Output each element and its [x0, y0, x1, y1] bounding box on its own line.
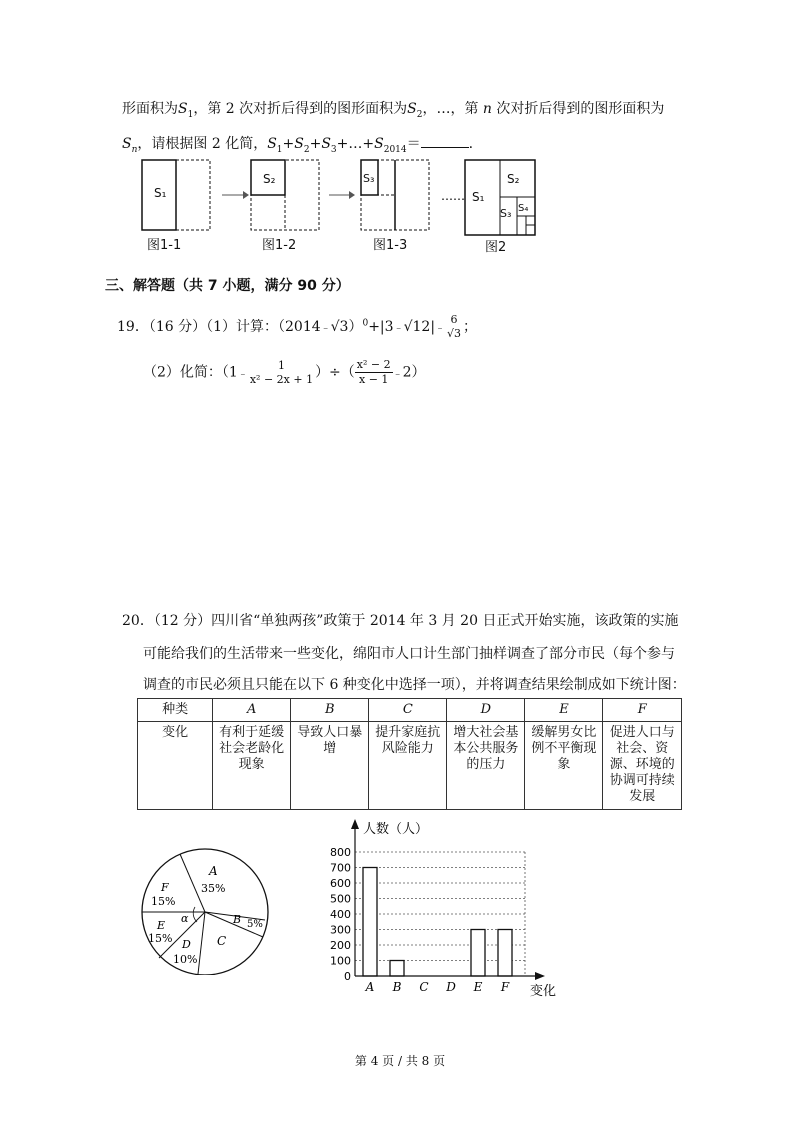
frac-num: x² − 2	[356, 358, 391, 371]
paren: 2）	[402, 364, 426, 381]
pie-pct-a: 35%	[201, 882, 226, 895]
s-var: S	[407, 101, 417, 117]
pie-label-c: C	[217, 934, 227, 948]
x-axis-label: 变化	[530, 984, 557, 999]
q20-line-1: 20．（12 分）四川省“单独两孩”政策于 2014 年 3 月 20 日正式开始实施，该政策的实施	[122, 613, 679, 629]
pie-label-e: E	[157, 919, 166, 932]
fig2-label-s1: S₁	[472, 190, 485, 204]
fig-label-s3: S₃	[363, 172, 375, 185]
minus: ﹣	[435, 323, 446, 334]
bar-chart	[315, 815, 575, 1000]
s-var: S	[122, 136, 132, 152]
paren: ）÷（	[315, 364, 355, 381]
table-cell: 增大社会基本公共服务的压力	[447, 722, 525, 810]
arrow-icon	[349, 191, 355, 199]
period: .	[468, 136, 474, 152]
table-cell: A	[213, 699, 291, 722]
frac-num: 1	[277, 358, 285, 372]
x-tick-label: D	[446, 980, 456, 994]
paren: ）	[348, 319, 363, 335]
bars	[363, 868, 512, 977]
y-axis-label: 人数（人）	[363, 822, 429, 837]
fig2-label-s2: S₂	[507, 172, 520, 186]
intro-line-1: 形面积为$S_1$，第 2 次对折后得到的图形面积为$S_2$，…，第 n 次对折后得到的图形面积为	[122, 101, 665, 120]
s-var: S	[178, 101, 188, 117]
q19-part2	[143, 358, 426, 387]
pie-pct-b: 5%	[247, 919, 263, 930]
pie-alpha: α	[181, 912, 189, 925]
question-number: 19．	[117, 319, 149, 335]
sqrt3: √3	[330, 319, 349, 335]
n-var: n	[482, 101, 492, 117]
frac-den: x² − 2x + 1	[249, 372, 314, 386]
section-title: 三、解答题（共 7 小题，满分 90 分）	[105, 278, 350, 294]
table-cell: E	[525, 699, 603, 722]
table-row	[138, 722, 682, 810]
answer-blank[interactable]	[421, 135, 469, 148]
table-cell: 种类	[138, 699, 213, 722]
q20-line-3: 调查的市民必须且只能在以下 6 种变化中选择一项），并将调查结果绘制成如下统计图：	[143, 677, 686, 693]
x-tick-label: B	[392, 980, 402, 994]
intro-text: ，…，第	[422, 101, 479, 117]
table-cell: 变化	[138, 722, 213, 810]
y-tick-label: 100	[330, 954, 351, 968]
x-axis-arrow-icon	[535, 972, 545, 980]
table-cell: B	[291, 699, 369, 722]
y-tick-label: 0	[344, 970, 351, 983]
x-tick-label: E	[473, 980, 483, 994]
frac-den: x − 1	[359, 373, 389, 386]
exponent: 0	[362, 318, 369, 329]
intro-text: 形面积为	[122, 101, 178, 117]
minus: ﹣	[392, 368, 403, 380]
y-tick-label: 400	[330, 908, 351, 921]
pie-divider	[198, 912, 205, 974]
x-tick-labels	[365, 980, 510, 994]
fig2-label-s4: S₄	[518, 203, 529, 214]
y-axis-arrow-icon	[351, 819, 359, 829]
intro-text: ，请根据图 2 化简，	[137, 136, 268, 152]
table-cell: C	[369, 699, 447, 722]
ellipsis: ……	[441, 189, 465, 203]
table-cell: D	[447, 699, 525, 722]
question-score: （16 分）	[148, 319, 207, 335]
equals-sign: ＝	[406, 136, 421, 152]
caption-fig1-2: 图1-2	[262, 238, 297, 253]
sqrt12: √12	[403, 319, 431, 335]
fraction	[355, 358, 393, 387]
y-tick-label: 700	[330, 861, 351, 875]
abs-part: +|3	[368, 319, 394, 335]
fraction	[248, 359, 315, 387]
fig1-1-dashed	[176, 160, 210, 230]
table-header-row	[138, 699, 682, 722]
table-cell: F	[603, 699, 682, 722]
part1-label: （1）计算：（2014	[206, 319, 321, 335]
intro-line-2: $S_n$，请根据图 2 化简，$S_1+S_2+S_3+\dots+S_{2014}=$ .	[122, 136, 474, 155]
abs-close: |	[430, 319, 436, 335]
y-tick-label: 800	[330, 846, 351, 859]
table-cell: 促进人口与社会、资源、环境的协调可持续发展	[603, 722, 682, 810]
caption-fig2: 图2	[485, 240, 507, 255]
y-tick-label: 200	[330, 939, 351, 952]
pie-pct-e: 15%	[148, 932, 173, 945]
bar-E	[471, 930, 485, 977]
part2-label: （2）化简：（1	[143, 364, 238, 381]
pie-label-d: D	[182, 938, 191, 951]
pie-pct-f: 15%	[151, 895, 176, 908]
fig-label-s1: S₁	[154, 186, 167, 200]
bar-B	[390, 961, 404, 977]
semicolon: ；	[463, 319, 478, 335]
q20-line-2: 可能给我们的生活带来一些变化，绵阳市人口计生部门抽样调查了部分市民（每个参与	[143, 646, 675, 662]
caption-fig1-1: 图1-1	[147, 238, 182, 253]
intro-text: 次对折后得到的图形面积为	[496, 101, 665, 117]
caption-fig1-3: 图1-3	[373, 238, 408, 253]
table-cell: 缓解男女比例不平衡现象	[525, 722, 603, 810]
x-tick-label: A	[365, 980, 375, 994]
minus: ﹣	[237, 368, 248, 380]
intro-text: ，第 2 次对折后得到的图形面积为	[193, 101, 408, 117]
bar-F	[498, 930, 512, 977]
frac-num: 6	[450, 313, 458, 326]
fig2-label-s3: S₃	[500, 207, 512, 220]
pie-label-f: F	[161, 881, 169, 894]
arrow-icon	[243, 191, 249, 199]
y-tick-label: 500	[330, 892, 351, 906]
y-tick-label: 300	[330, 923, 351, 937]
minus: ﹣	[320, 323, 331, 334]
pie-label-a: A	[209, 864, 218, 878]
page-footer: 第 4 页 / 共 8 页	[354, 1054, 446, 1068]
table-cell: 导致人口暴增	[291, 722, 369, 810]
minus: ﹣	[393, 323, 404, 334]
table-cell: 有利于延缓社会老龄化现象	[213, 722, 291, 810]
bar-A	[363, 868, 377, 977]
y-tick-label: 600	[330, 877, 351, 890]
pie-chart	[135, 845, 275, 975]
pie-pct-d: 10%	[173, 953, 198, 966]
q19-part1	[117, 313, 477, 341]
table-cell: 提升家庭抗风险能力	[369, 722, 447, 810]
frac-den: √3	[447, 327, 462, 340]
y-tick-labels	[330, 846, 351, 983]
alpha-arc	[193, 907, 197, 922]
fig-label-s2: S₂	[263, 172, 276, 186]
fraction	[445, 313, 463, 341]
x-tick-label: C	[419, 980, 429, 994]
x-tick-label: F	[500, 980, 510, 994]
pie-label-b: B	[233, 913, 242, 926]
categories-table	[137, 698, 682, 810]
